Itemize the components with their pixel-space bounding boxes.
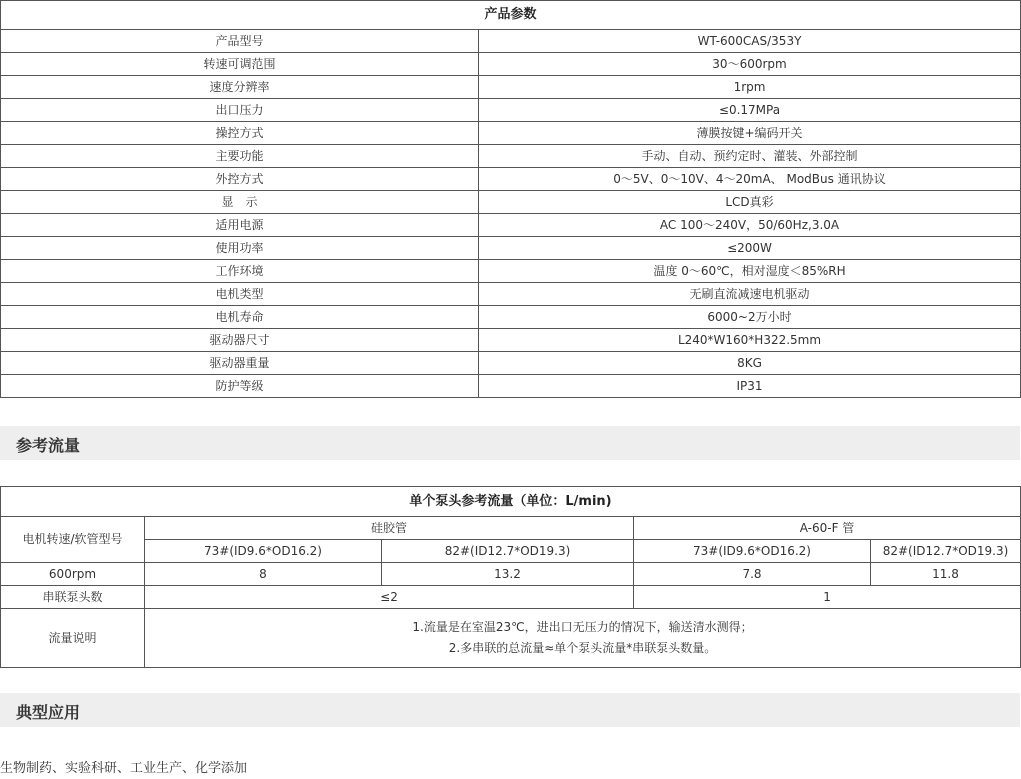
note-line: 1.流量是在室温23℃，进出口无压力的情况下，输送清水测得；	[412, 620, 753, 634]
spec-value: 无刷直流减速电机驱动	[479, 283, 1021, 306]
spec-value: WT-600CAS/353Y	[479, 30, 1021, 53]
spec-row	[1, 352, 1021, 375]
section-header-apps	[0, 693, 1020, 727]
speed-label: 600rpm	[1, 563, 145, 586]
flow-value: 7.8	[634, 563, 871, 586]
series-value: ≤2	[145, 586, 634, 609]
spec-value: 温度 0～60℃，相对湿度＜85%RH	[479, 260, 1021, 283]
flow-table-title: 单个泵头参考流量（单位：L/min)	[1, 487, 1021, 517]
spec-row	[1, 283, 1021, 306]
series-label: 串联泵头数	[1, 586, 145, 609]
tube-group-header: A-60-F 管	[634, 517, 1021, 540]
spec-label: 使用功率	[1, 237, 479, 260]
spec-label: 速度分辨率	[1, 76, 479, 99]
series-row	[1, 586, 1021, 609]
spec-row	[1, 30, 1021, 53]
note-row	[1, 609, 1021, 668]
spec-value: 6000~2万小时	[479, 306, 1021, 329]
spec-row	[1, 145, 1021, 168]
spec-row	[1, 260, 1021, 283]
applications-text: 生物制药、实验科研、工业生产、化学添加	[0, 761, 248, 776]
note-line: 2.多串联的总流量≈单个泵头流量*串联泵头数量。	[448, 641, 717, 655]
spec-value: 薄膜按键+编码开关	[479, 122, 1021, 145]
spec-row	[1, 168, 1021, 191]
spec-label: 转速可调范围	[1, 53, 479, 76]
spec-row	[1, 122, 1021, 145]
spec-label: 显 示	[1, 191, 479, 214]
tube-header: 82#(ID12.7*OD19.3)	[382, 540, 634, 563]
spec-value: ≤200W	[479, 237, 1021, 260]
flow-row	[1, 563, 1021, 586]
spec-row	[1, 191, 1021, 214]
spec-label: 外控方式	[1, 168, 479, 191]
tube-header: 73#(ID9.6*OD16.2)	[145, 540, 382, 563]
spec-label: 主要功能	[1, 145, 479, 168]
spec-label: 电机类型	[1, 283, 479, 306]
spec-table-title: 产品参数	[1, 1, 1021, 30]
spec-label: 工作环境	[1, 260, 479, 283]
series-value: 1	[634, 586, 1021, 609]
spec-value: 1rpm	[479, 76, 1021, 99]
row-header: 电机转速/软管型号	[1, 517, 145, 563]
flow-value: 13.2	[382, 563, 634, 586]
spec-label: 防护等级	[1, 375, 479, 398]
flow-value: 11.8	[871, 563, 1021, 586]
spec-label: 电机寿命	[1, 306, 479, 329]
spec-row	[1, 76, 1021, 99]
tube-group-header: 硅胶管	[145, 517, 634, 540]
spec-row	[1, 214, 1021, 237]
spec-value: ≤0.17MPa	[479, 99, 1021, 122]
section-header-flow	[0, 426, 1020, 460]
spec-label: 驱动器重量	[1, 352, 479, 375]
spec-value: L240*W160*H322.5mm	[479, 329, 1021, 352]
note-content	[145, 609, 1021, 668]
spec-row	[1, 237, 1021, 260]
tube-header: 73#(ID9.6*OD16.2)	[634, 540, 871, 563]
spec-value: 8KG	[479, 352, 1021, 375]
spec-value: 30～600rpm	[479, 53, 1021, 76]
spec-label: 驱动器尺寸	[1, 329, 479, 352]
note-label: 流量说明	[1, 609, 145, 668]
section-title: 典型应用	[16, 703, 81, 722]
section-title: 参考流量	[16, 436, 81, 455]
tube-header: 82#(ID12.7*OD19.3)	[871, 540, 1021, 563]
flow-value: 8	[145, 563, 382, 586]
spec-label: 出口压力	[1, 99, 479, 122]
spec-label: 产品型号	[1, 30, 479, 53]
flow-table	[0, 486, 1021, 668]
spec-row	[1, 53, 1021, 76]
spec-label: 操控方式	[1, 122, 479, 145]
spec-value: AC 100～240V，50/60Hz,3.0A	[479, 214, 1021, 237]
spec-value: 0～5V、0～10V、4～20mA、 ModBus 通讯协议	[479, 168, 1021, 191]
spec-row	[1, 306, 1021, 329]
spec-row	[1, 329, 1021, 352]
spec-value: 手动、自动、预约定时、灌装、外部控制	[479, 145, 1021, 168]
spec-value: LCD真彩	[479, 191, 1021, 214]
spec-label: 适用电源	[1, 214, 479, 237]
spec-row	[1, 99, 1021, 122]
spec-row	[1, 375, 1021, 398]
spec-value: IP31	[479, 375, 1021, 398]
